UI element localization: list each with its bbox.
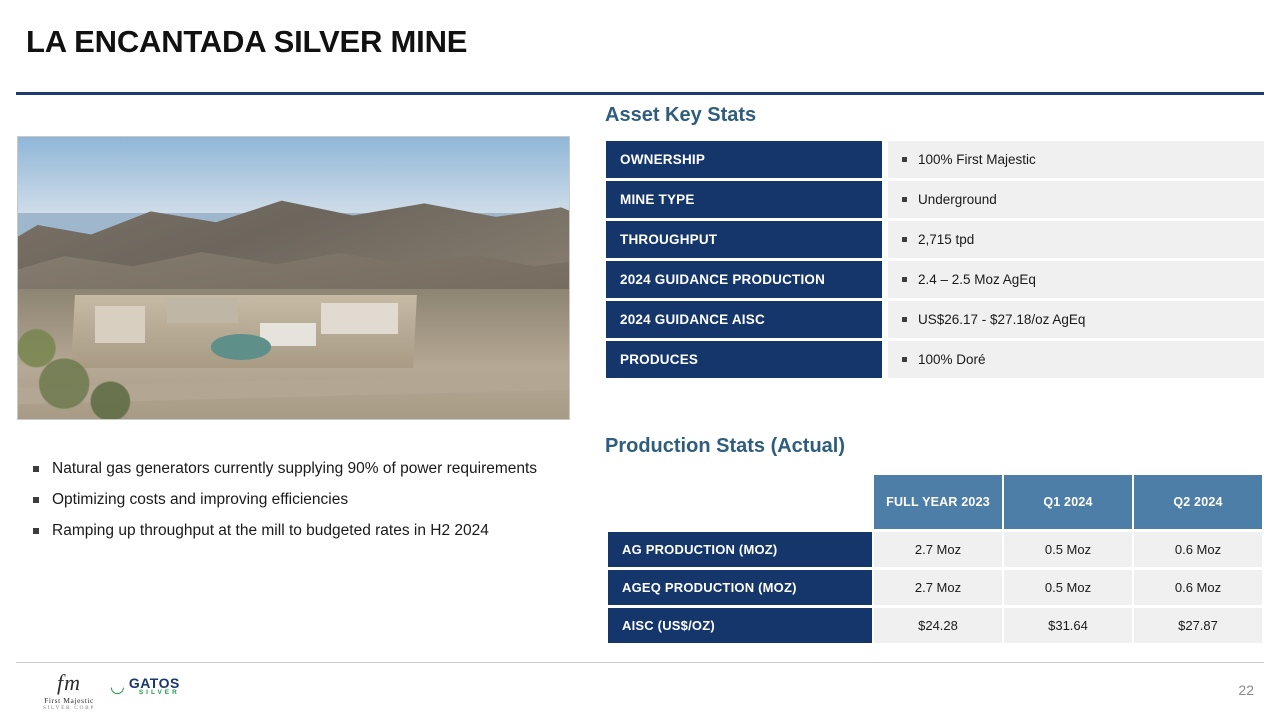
gatos-mark-icon: ◡ [110,676,125,696]
footer-divider [16,662,1264,663]
first-majestic-subtitle: SILVER CORP [42,705,96,711]
table-row [606,221,1264,258]
table-cell: 0.5 Moz [1004,532,1132,567]
row-value: 2.4 – 2.5 Moz AgEq [888,261,1264,298]
table-row [608,608,1262,643]
table-row [608,532,1262,567]
column-header: Q1 2024 [1004,475,1132,529]
row-key: OWNERSHIP [606,141,882,178]
row-key: MINE TYPE [606,181,882,218]
title-divider [16,92,1264,95]
table-row [606,181,1264,218]
row-key: THROUGHPUT [606,221,882,258]
first-majestic-monogram: fm [57,670,81,695]
list-item: Natural gas generators currently supplying 90% of power requirements [28,458,568,481]
table-row [606,261,1264,298]
production-stats-table [606,472,1264,646]
first-majestic-name: First Majestic [44,696,94,705]
page-number: 22 [1238,682,1254,698]
table-cell: 0.6 Moz [1134,532,1262,567]
photo-thickener-tank [211,334,272,359]
column-header: FULL YEAR 2023 [874,475,1002,529]
row-key: PRODUCES [606,341,882,378]
mine-site-photo [17,136,570,420]
gatos-subtitle: SILVER [138,689,180,696]
row-value: 100% First Majestic [888,141,1264,178]
table-row [606,341,1264,378]
table-cell: $27.87 [1134,608,1262,643]
asset-key-stats-heading: Asset Key Stats [605,104,757,126]
photo-desert-scrub [18,301,172,419]
row-key: 2024 GUIDANCE PRODUCTION [606,261,882,298]
gatos-name: GATOS [128,675,180,691]
list-item: Ramping up throughput at the mill to budgeted rates in H2 2024 [28,520,568,543]
row-key: 2024 GUIDANCE AISC [606,301,882,338]
row-value: US$26.17 - $27.18/oz AgEq [888,301,1264,338]
table-cell: 2.7 Moz [874,570,1002,605]
list-item: Optimizing costs and improving efficiencies [28,489,568,512]
table-row [608,570,1262,605]
row-value: Underground [888,181,1264,218]
table-cell: 0.6 Moz [1134,570,1262,605]
row-value: 100% Doré [888,341,1264,378]
table-cell: 0.5 Moz [1004,570,1132,605]
corner-cell [608,475,872,529]
row-value: 2,715 tpd [888,221,1264,258]
row-label: AGEQ PRODUCTION (MOZ) [608,570,872,605]
table-row [606,301,1264,338]
table-row [606,141,1264,178]
row-label: AG PRODUCTION (MOZ) [608,532,872,567]
first-majestic-logo [36,672,102,711]
gatos-wordmark [129,676,180,697]
table-cell: $24.28 [874,608,1002,643]
table-cell: 2.7 Moz [874,532,1002,567]
table-cell: $31.64 [1004,608,1132,643]
page-title: LA ENCANTADA SILVER MINE [26,24,468,59]
gatos-silver-logo [110,676,180,697]
photo-sky [18,137,569,213]
row-label: AISC (US$/OZ) [608,608,872,643]
photo-building-2 [167,298,239,323]
highlights-list [28,458,568,551]
photo-building-3 [321,303,398,334]
production-stats-heading: Production Stats (Actual) [605,435,846,457]
column-header: Q2 2024 [1134,475,1262,529]
table-header-row [608,475,1262,529]
asset-key-stats-table [606,138,1264,381]
